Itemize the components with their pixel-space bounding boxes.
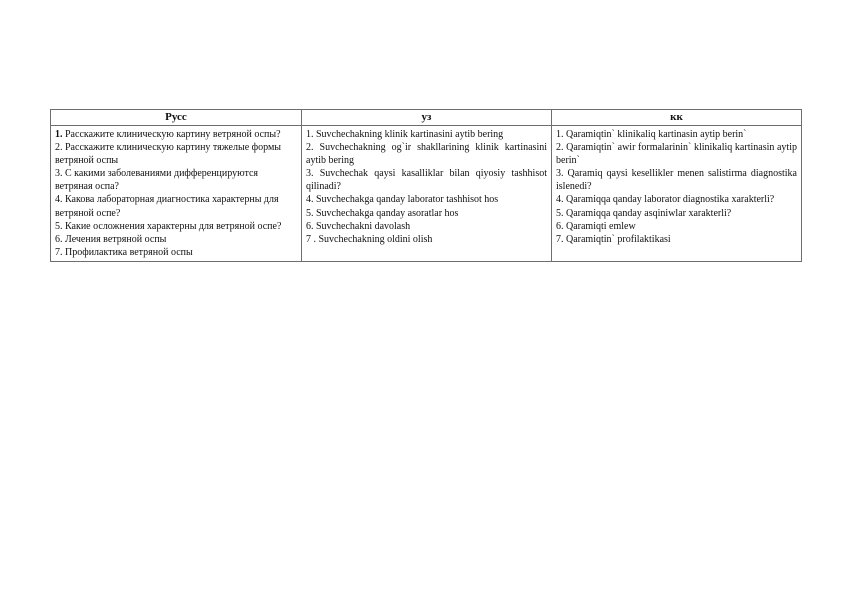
list-item: 1. Qaramiqtin` klinikaliq kartinasin aytip berin`: [556, 129, 747, 140]
item-text: Расскажите клиническую картину тяжелые формы ветряной оспы: [55, 142, 282, 167]
list-item: 2. Suvchechakning og`ir shakllarining klinik kartinasini aytib bering: [306, 142, 547, 167]
list-item: 5. Suvchechakga qanday asoratlar hos: [306, 207, 459, 219]
item-number: 6.: [55, 233, 63, 245]
list-item: [55, 128, 297, 141]
item-number: 2.: [55, 142, 63, 154]
item-text: Какие осложнения характерны для ветряной оспе?: [62, 220, 282, 232]
list-item: [55, 141, 297, 167]
list-item: [55, 193, 297, 219]
list-item: [55, 233, 297, 246]
list-item: 7 . Suvchechakning oldini olish: [306, 233, 433, 245]
list-item: 2. Qaramiqtin` awir formalarinin` klinikaliq kartinasin aytip berin`: [556, 142, 797, 167]
cell-karakalpak: [552, 126, 802, 262]
item-text: Лечения ветряной оспы: [62, 233, 167, 245]
item-text: Какова лабораторная диагностика характерны для ветряной оспе?: [55, 194, 279, 219]
list-item: [55, 246, 297, 259]
cell-russian: [51, 126, 302, 262]
document-page: [50, 109, 801, 262]
item-number: 7.: [55, 246, 63, 258]
list-item: [55, 220, 297, 233]
header-karakalpak: кк: [552, 110, 802, 126]
questions-table: [50, 109, 802, 262]
list-item: 5. Qaramiqqa qanday asqiniwlar xarakterli?: [556, 207, 732, 219]
list-item: 1. Suvchechakning klinik kartinasini aytib bering: [306, 129, 504, 140]
header-row: [51, 110, 802, 126]
cell-uzbek: [302, 126, 552, 262]
item-text: Расскажите клиническую картину ветряной оспы?: [62, 129, 281, 140]
list-item: 3. Qaramiq qaysi kesellikler menen salistirma diagnostika islenedi?: [556, 168, 797, 193]
item-text: С какими заболеваниями дифференцируются ветряная оспа?: [55, 168, 258, 193]
header-uzbek: уз: [302, 110, 552, 126]
list-item: 6. Suvchechakni davolash: [306, 220, 411, 232]
list-item: 4. Qaramiqqa qanday laborator diagnostika xarakterli?: [556, 194, 775, 206]
item-number: 1.: [55, 129, 63, 140]
item-text: Профилактика ветряной оспы: [62, 246, 193, 258]
list-item: 4. Suvchechakga qanday laborator tashhisot hos: [306, 194, 499, 206]
header-russian: Русс: [51, 110, 302, 126]
item-number: 3.: [55, 168, 63, 180]
list-item: [55, 167, 297, 193]
item-number: 5.: [55, 220, 63, 232]
item-number: 4.: [55, 194, 63, 206]
content-row: [51, 126, 802, 262]
list-item: 7. Qaramiqtin` profilaktikasi: [556, 233, 671, 245]
list-item: 6. Qaramiqti emlew: [556, 220, 636, 232]
list-item: 3. Suvchechak qaysi kasalliklar bilan qiyosiy tashhisot qilinadi?: [306, 168, 547, 193]
